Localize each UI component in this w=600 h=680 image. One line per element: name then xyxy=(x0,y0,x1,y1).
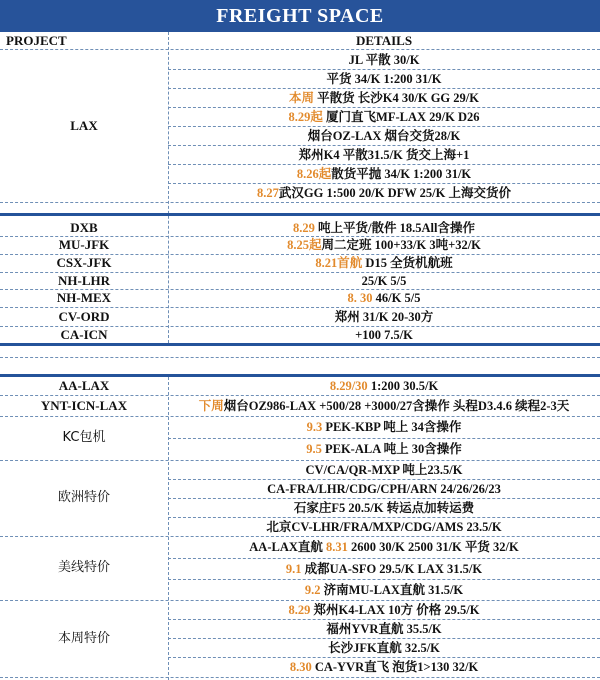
detail-text: 武汉GG 1:500 20/K DFW 25/K 上海交货价 xyxy=(278,185,511,200)
column-divider xyxy=(168,377,169,680)
row-divider xyxy=(168,517,600,518)
project-cell: 本周特价 xyxy=(57,630,110,646)
project-cell: 欧洲特价 xyxy=(57,490,110,505)
details-cell xyxy=(170,185,598,201)
detail-text: AA-LAX直航 xyxy=(249,540,326,554)
details-column-header: DETAILS xyxy=(355,33,413,48)
detail-text: D15 全货机航班 xyxy=(362,256,453,270)
row-divider xyxy=(168,145,600,146)
highlight-date: 8.21首航 xyxy=(315,256,363,270)
details-cell xyxy=(170,462,598,478)
row-divider xyxy=(168,657,600,658)
details-cell xyxy=(170,327,598,343)
project-cell: AA-LAX xyxy=(58,378,110,393)
details-cell xyxy=(170,71,598,87)
details-cell xyxy=(170,582,598,598)
project-cell: LAX xyxy=(70,118,98,133)
detail-text: PEK-KBP 吨上 34含操作 xyxy=(322,420,462,434)
detail-text: 46/K 5/5 xyxy=(372,291,421,305)
project-cell: CA-ICN xyxy=(60,326,108,342)
section-separator xyxy=(0,374,600,377)
details-cell xyxy=(170,128,598,144)
detail-text: 长沙JFK直航 32.5/K xyxy=(328,640,440,655)
row-divider xyxy=(168,183,600,184)
section-separator xyxy=(0,213,600,216)
row-divider xyxy=(168,579,600,580)
detail-text: 济南MU-LAX直航 31.5/K xyxy=(320,582,464,597)
group-divider xyxy=(0,395,600,396)
detail-text: 吨上平货/散件 18.5All含操作 xyxy=(314,220,475,235)
details-cell xyxy=(170,237,598,253)
details-cell xyxy=(170,273,598,289)
project-cell: NH-LHR xyxy=(58,272,110,288)
details-cell xyxy=(170,147,598,163)
detail-text: 郑州K4-LAX 10方 价格 29.5/K xyxy=(310,602,480,617)
project-cell: CV-ORD xyxy=(58,308,110,324)
highlight-date: 8.29 xyxy=(293,220,315,235)
highlight-date: 8.29起 xyxy=(288,109,323,124)
detail-text: 2600 30/K 2500 31/K 平货 32/K xyxy=(347,540,519,554)
highlight-date: 8.29 xyxy=(288,602,311,617)
details-cell xyxy=(170,500,598,516)
details-cell xyxy=(170,441,598,457)
page-title: FREIGHT SPACE xyxy=(0,0,600,32)
details-cell xyxy=(170,640,598,656)
blank-row-divider xyxy=(0,357,600,358)
project-cell: CSX-JFK xyxy=(56,255,112,270)
details-cell xyxy=(170,398,598,414)
highlight-date: 9.3 xyxy=(306,420,323,434)
detail-text: 石家庄F5 20.5/K 转运点加转运费 xyxy=(293,500,475,515)
detail-text: 散货平抛 34/K 1:200 31/K xyxy=(331,166,472,181)
detail-text: 周二定班 100+33/K 3吨+32/K xyxy=(321,238,481,252)
highlight-date: 9.2 xyxy=(304,582,321,597)
detail-text: 成都UA-SFO 29.5/K LAX 31.5/K xyxy=(301,561,483,576)
row-divider xyxy=(168,558,600,559)
details-cell xyxy=(170,519,598,535)
group-divider xyxy=(0,416,600,417)
group-divider xyxy=(0,677,600,678)
detail-text: 郑州 31/K 20-30方 xyxy=(334,309,434,324)
details-cell xyxy=(170,621,598,637)
row-divider xyxy=(168,164,600,165)
row-divider xyxy=(168,619,600,620)
highlight-date: 8.26起 xyxy=(296,166,332,181)
highlight-date: 8.27 xyxy=(257,185,279,200)
detail-text: 平散货 长沙K4 30/K GG 29/K xyxy=(314,90,479,105)
row-divider xyxy=(168,88,600,89)
details-cell xyxy=(170,602,598,618)
row-divider xyxy=(168,479,600,480)
project-column-header: PROJECT xyxy=(6,33,67,48)
details-cell xyxy=(170,539,598,555)
highlight-date: 本周 xyxy=(289,90,315,105)
detail-text: 1:200 30.5/K xyxy=(367,379,439,393)
highlight-date: 9.5 xyxy=(306,442,322,456)
details-cell xyxy=(170,220,598,236)
detail-text: 烟台OZ-LAX 烟台交货28/K xyxy=(307,128,461,143)
details-cell xyxy=(170,90,598,106)
highlight-date: 8.30 xyxy=(289,660,312,674)
project-cell: MU-JFK xyxy=(58,237,110,252)
details-cell xyxy=(170,109,598,125)
header-divider xyxy=(0,49,600,50)
detail-text: 郑州K4 平散31.5/K 货交上海+1 xyxy=(298,147,470,162)
column-divider xyxy=(168,32,169,343)
group-divider xyxy=(0,202,600,203)
highlight-date: 8.29/30 xyxy=(329,379,368,393)
details-cell xyxy=(170,52,598,68)
details-cell xyxy=(170,481,598,497)
detail-text: 北京CV-LHR/FRA/MXP/CDG/AMS 23.5/K xyxy=(266,519,502,534)
row-divider xyxy=(168,126,600,127)
project-cell: KC包机 xyxy=(62,430,106,445)
highlight-date: 8. 30 xyxy=(347,291,373,305)
details-cell xyxy=(170,255,598,271)
detail-text: JL 平散 30/K xyxy=(348,52,420,67)
highlight-date: 8.25起 xyxy=(287,238,322,252)
detail-text: CA-YVR直飞 泡货1>130 32/K xyxy=(311,660,479,674)
detail-text: +100 7.5/K xyxy=(355,327,413,342)
highlight-date: 9.1 xyxy=(285,561,302,576)
section-separator xyxy=(0,343,600,346)
detail-text: 烟台OZ986-LAX +500/28 +3000/27含操作 头程D3.4.6 续程2-3天 xyxy=(223,398,570,413)
project-cell: NH-MEX xyxy=(56,290,112,305)
details-cell xyxy=(170,419,598,435)
row-divider xyxy=(168,638,600,639)
detail-text: 厦门直飞MF-LAX 29/K D26 xyxy=(322,109,480,124)
highlight-date: 下周 xyxy=(198,398,224,413)
detail-text: 平货 34/K 1:200 31/K xyxy=(326,71,442,86)
row-divider xyxy=(168,107,600,108)
project-cell: YNT-ICN-LAX xyxy=(40,397,128,413)
detail-text: 25/K 5/5 xyxy=(361,273,407,288)
details-cell xyxy=(170,378,598,394)
detail-text: PEK-ALA 吨上 30含操作 xyxy=(321,442,462,456)
details-cell xyxy=(170,561,598,577)
details-cell xyxy=(170,290,598,306)
row-divider xyxy=(168,438,600,439)
detail-text: CV/CA/QR-MXP 吨上23.5/K xyxy=(305,462,463,477)
project-cell: 美线特价 xyxy=(57,560,110,575)
project-cell: DXB xyxy=(70,219,98,235)
row-divider xyxy=(168,498,600,499)
details-cell xyxy=(170,659,598,675)
details-cell xyxy=(170,166,598,182)
detail-text: CA-FRA/LHR/CDG/CPH/ARN 24/26/26/23 xyxy=(267,481,501,496)
row-divider xyxy=(168,69,600,70)
details-cell xyxy=(170,309,598,325)
detail-text: 福州YVR直航 35.5/K xyxy=(326,621,442,636)
group-divider xyxy=(0,536,600,537)
highlight-date: 8.31 xyxy=(326,540,348,554)
